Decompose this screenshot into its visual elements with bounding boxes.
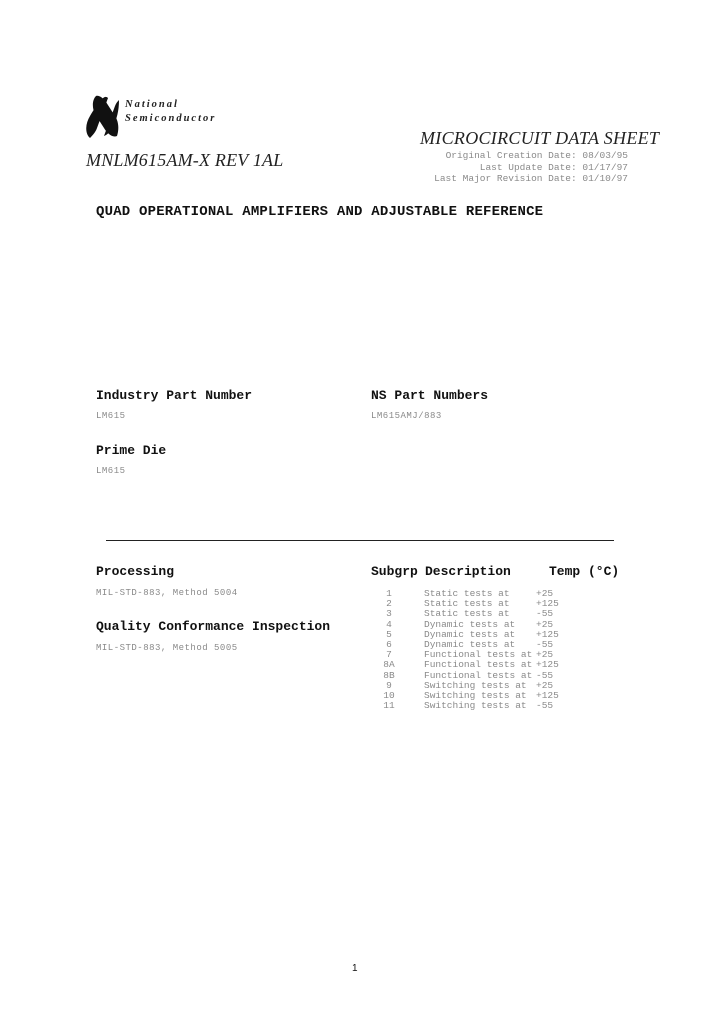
temp-cell: -55 [536,608,554,620]
quality-conformance-label: Quality Conformance Inspection [96,619,331,634]
brand-name: National Semiconductor [125,99,217,124]
temp-cell: +125 [536,690,559,702]
revision-dates [432,150,628,185]
original-creation-date: Original Creation Date: 08/03/95 [445,150,628,161]
national-semiconductor-logo-icon [84,94,120,140]
subgrp-cell: 6 [386,639,392,651]
page-number: 1 [352,963,358,974]
temp-cell: +25 [536,588,554,599]
temp-cell: -55 [536,639,554,651]
subgrp-cell: 8A [383,659,395,671]
description-cell: Functional tests at [424,669,533,681]
description-cell: Dynamic tests at [424,628,516,640]
subgrp-cell: 7 [386,649,392,661]
description-cell: Functional tests at [424,659,533,671]
description-header: Description [425,564,511,579]
table-row [370,701,586,711]
section-divider [106,540,614,541]
temp-cell: +125 [536,598,559,610]
ns-part-numbers-value: LM615AMJ/883 [371,411,442,421]
subgrp-cell: 2 [386,598,392,610]
industry-part-value: LM615 [96,411,126,421]
subgrp-cell: 3 [386,608,392,620]
part-number-title: MNLM615AM-X REV 1AL [86,150,284,170]
subgrp-cell: 11 [383,700,395,712]
subgrp-cell: 9 [386,679,392,691]
prime-die-label: Prime Die [96,443,167,458]
quality-conformance-value: MIL-STD-883, Method 5005 [96,643,238,653]
subgrp-cell: 8B [383,669,395,681]
temp-cell: +25 [536,679,554,691]
ns-part-numbers-label: NS Part Numbers [371,388,489,403]
subgrp-cell: 1 [386,588,392,599]
description-cell: Functional tests at [424,649,533,661]
temp-cell: +25 [536,618,554,630]
industry-part-label: Industry Part Number [96,388,253,403]
temp-cell: +125 [536,659,559,671]
description-cell: Switching tests at [424,700,527,712]
temp-header: Temp (°C) [549,564,620,579]
sheet-title: MICROCIRCUIT DATA SHEET [420,128,660,148]
description-cell: Static tests at [424,588,510,599]
description-cell: Dynamic tests at [424,639,516,651]
description-cell: Static tests at [424,598,510,610]
temp-cell: +25 [536,649,554,661]
description-cell: Static tests at [424,608,510,620]
last-major-revision-date: Last Major Revision Date: 01/10/97 [434,173,628,184]
description-cell: Switching tests at [424,690,527,702]
temp-cell: -55 [536,669,554,681]
document-title: QUAD OPERATIONAL AMPLIFIERS AND ADJUSTABLE REFERENCE [96,204,544,220]
temp-cell: +125 [536,628,559,640]
subgrp-cell: 4 [386,618,392,630]
processing-label: Processing [96,564,175,579]
temp-cell: -55 [536,700,554,712]
description-cell: Dynamic tests at [424,618,516,630]
description-cell: Switching tests at [424,679,527,691]
subgroup-table [370,589,586,711]
prime-die-value: LM615 [96,466,126,476]
processing-value: MIL-STD-883, Method 5004 [96,588,238,598]
subgrp-cell: 10 [383,690,395,702]
last-update-date: Last Update Date: 01/17/97 [479,161,628,173]
subgrp-cell: 5 [386,628,392,640]
subgrp-header: Subgrp [371,564,418,579]
